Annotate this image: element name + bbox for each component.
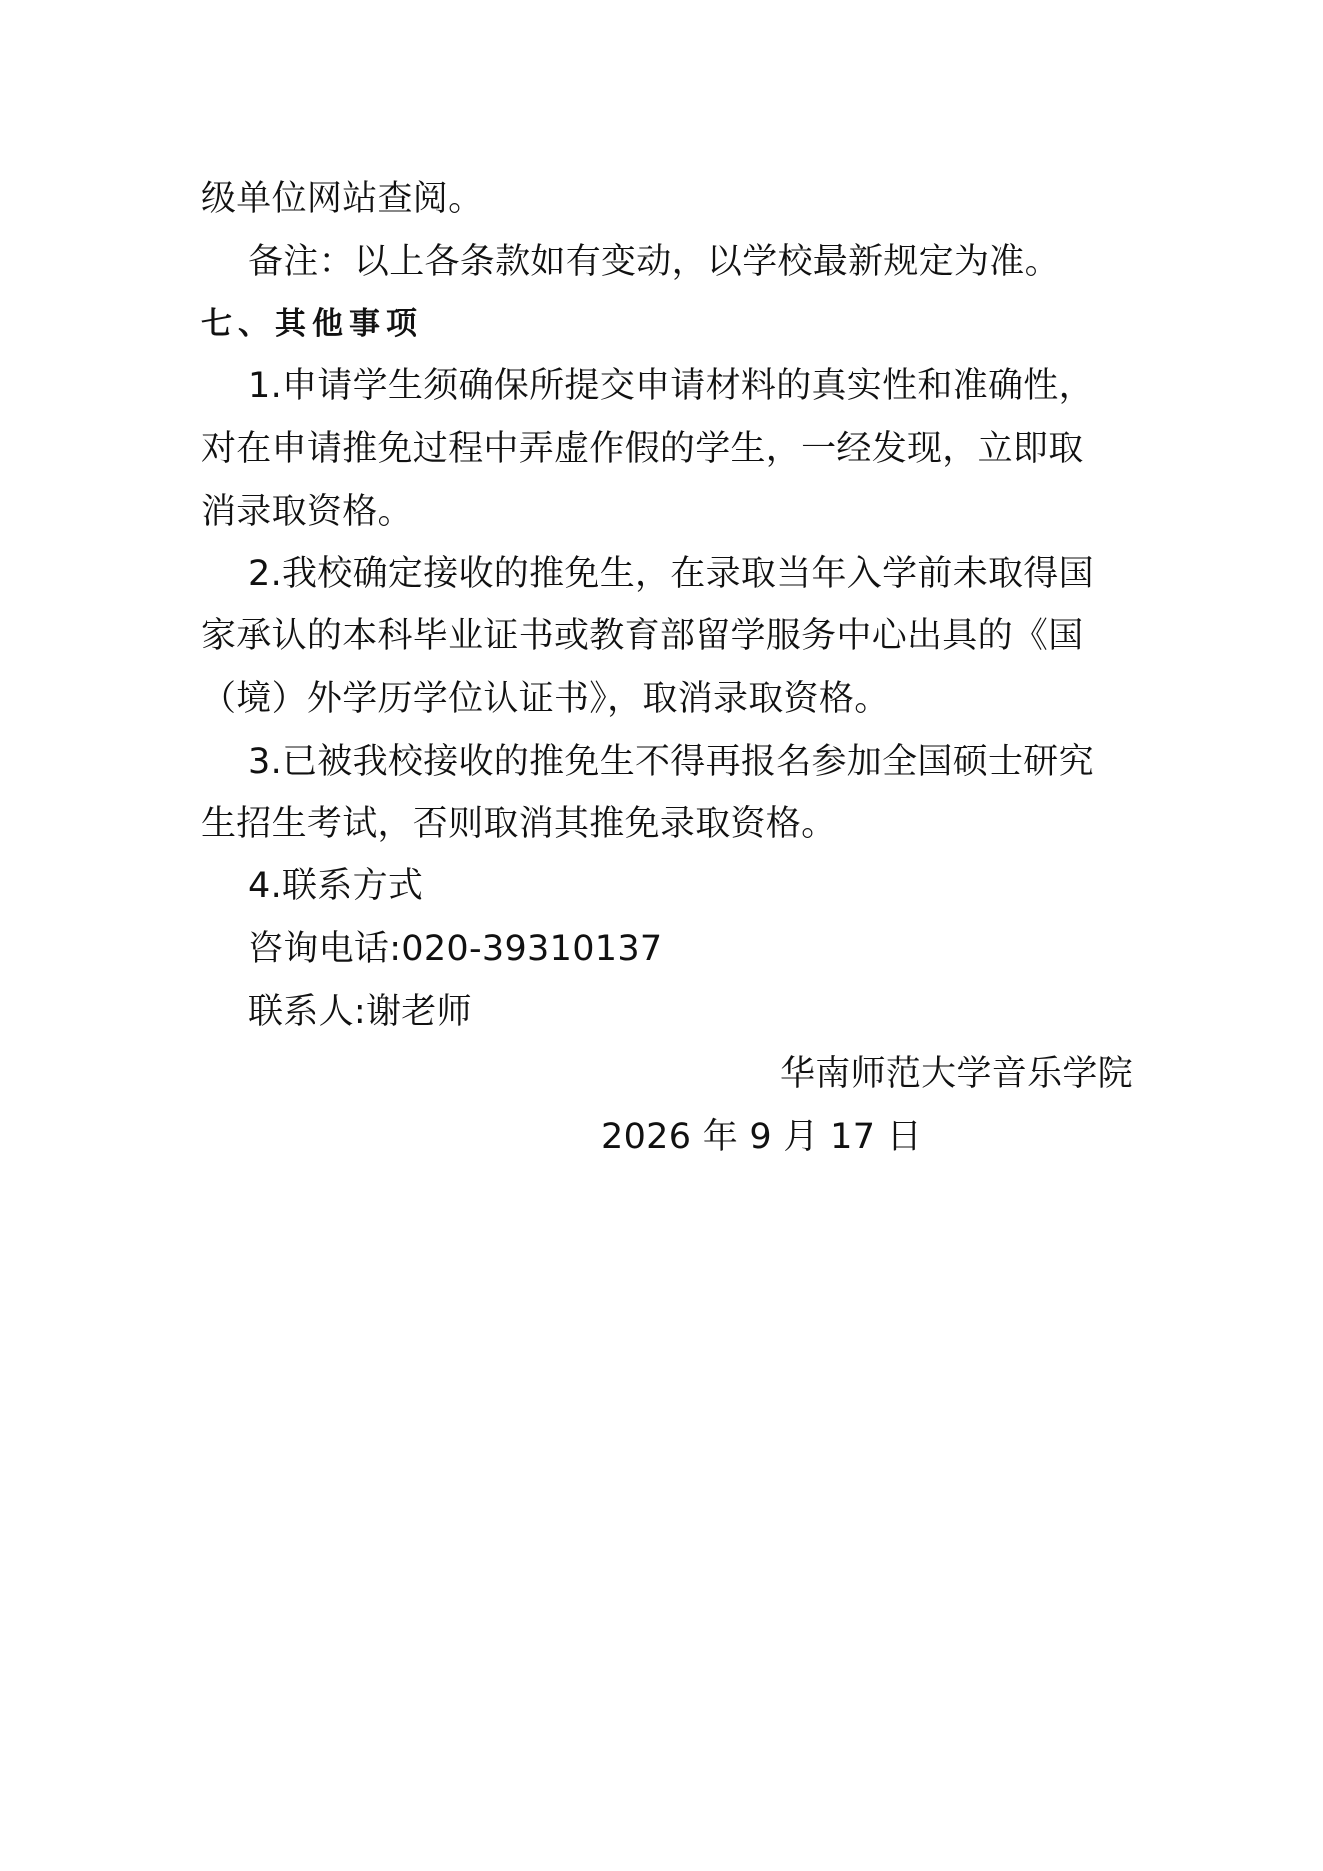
item-2-line-2: 家承认的本科毕业证书或教育部留学服务中心出具的《国 (201, 616, 1084, 656)
phone-number: 咨询电话:020-39310137 (248, 929, 663, 969)
item-2-line-3: （境）外学历学位认证书》，取消录取资格。 (201, 679, 890, 719)
item-3-line-2: 生招生考试，否则取消其推免录取资格。 (201, 804, 837, 844)
item-1-line-1: 1.申请学生须确保所提交申请材料的真实性和准确性， (248, 366, 1094, 406)
section-heading: 七、其他事项 (201, 306, 423, 342)
paragraph-continuation: 级单位网站查阅。 (201, 179, 484, 219)
item-1-line-3: 消录取资格。 (201, 492, 413, 532)
signature-date: 2026 年 9 月 17 日 (601, 1117, 923, 1157)
item-4-heading: 4.联系方式 (248, 866, 424, 906)
item-3-line-1: 3.已被我校接收的推免生不得再报名参加全国硕士研究 (248, 742, 1094, 782)
note-paragraph: 备注：以上各条款如有变动，以学校最新规定为准。 (248, 242, 1060, 282)
item-1-line-2: 对在申请推免过程中弄虚作假的学生，一经发现，立即取 (201, 429, 1084, 469)
signature-organization: 华南师范大学音乐学院 (779, 1054, 1133, 1094)
item-2-line-1: 2.我校确定接收的推免生，在录取当年入学前未取得国 (248, 554, 1094, 594)
contact-person: 联系人:谢老师 (248, 992, 472, 1032)
